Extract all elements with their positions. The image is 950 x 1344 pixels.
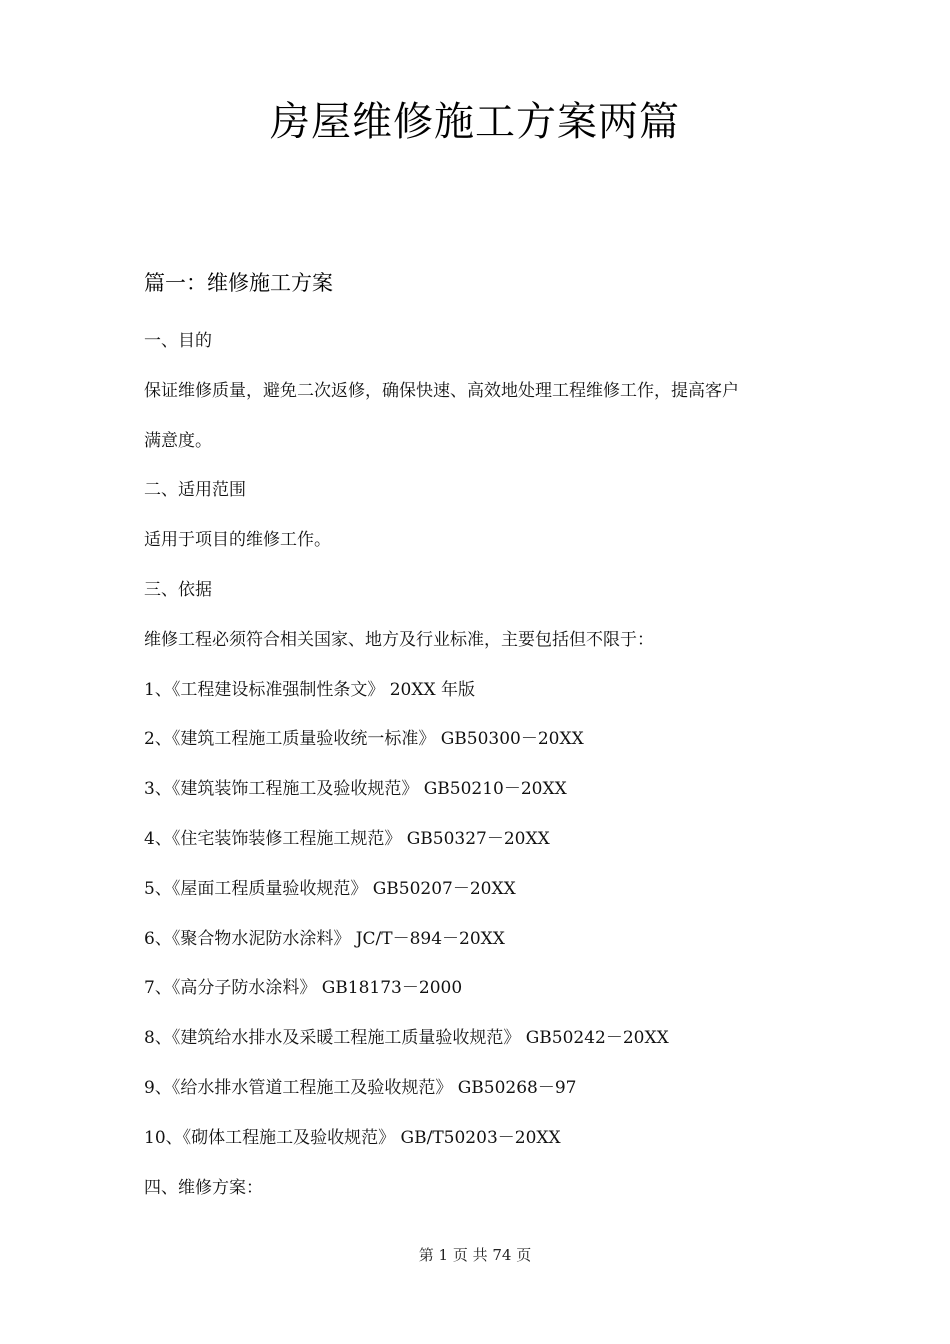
standard-list-item: 7、《高分子防水涂料》 GB18173－2000	[144, 978, 463, 999]
document-body	[144, 324, 824, 1220]
standard-list-item: 6、《聚合物水泥防水涂料》 JC/T－894－20XX	[144, 928, 505, 949]
part-heading: 篇一：维修施工方案	[144, 271, 333, 295]
paragraph-line: 满意度。	[144, 430, 212, 451]
paragraph-line: 适用于项目的维修工作。	[144, 530, 331, 551]
standard-list-item: 5、《屋面工程质量验收规范》 GB50207－20XX	[144, 878, 516, 899]
document-title: 房屋维修施工方案两篇	[270, 99, 680, 145]
page-footer: 第 1 页 共 74 页	[418, 1246, 532, 1264]
standard-list-item: 8、《建筑给水排水及采暖工程施工质量验收规范》 GB50242－20XX	[144, 1028, 669, 1049]
section-heading-purpose: 一、目的	[144, 331, 212, 351]
paragraph-line: 维修工程必须符合相关国家、地方及行业标准，主要包括但不限于：	[144, 629, 654, 650]
section-heading-plan: 四、维修方案：	[144, 1177, 263, 1198]
paragraph-line: 保证维修质量，避免二次返修，确保快速、高效地处理工程维修工作，提高客户	[144, 380, 739, 401]
standard-list-item: 10、《砌体工程施工及验收规范》 GB/T50203－20XX	[144, 1127, 561, 1148]
standard-list-item: 3、《建筑装饰工程施工及验收规范》 GB50210－20XX	[144, 779, 567, 800]
standard-list-item: 2、《建筑工程施工质量验收统一标准》 GB50300－20XX	[144, 729, 584, 750]
section-heading-basis: 三、依据	[144, 579, 212, 600]
standard-list-item: 4、《住宅装饰装修工程施工规范》 GB50327－20XX	[144, 828, 550, 849]
section-heading-scope: 二、适用范围	[144, 480, 246, 501]
standard-list-item: 1、《工程建设标准强制性条文》 20XX 年版	[144, 679, 475, 700]
standard-list-item: 9、《给水排水管道工程施工及验收规范》 GB50268－97	[144, 1077, 577, 1098]
